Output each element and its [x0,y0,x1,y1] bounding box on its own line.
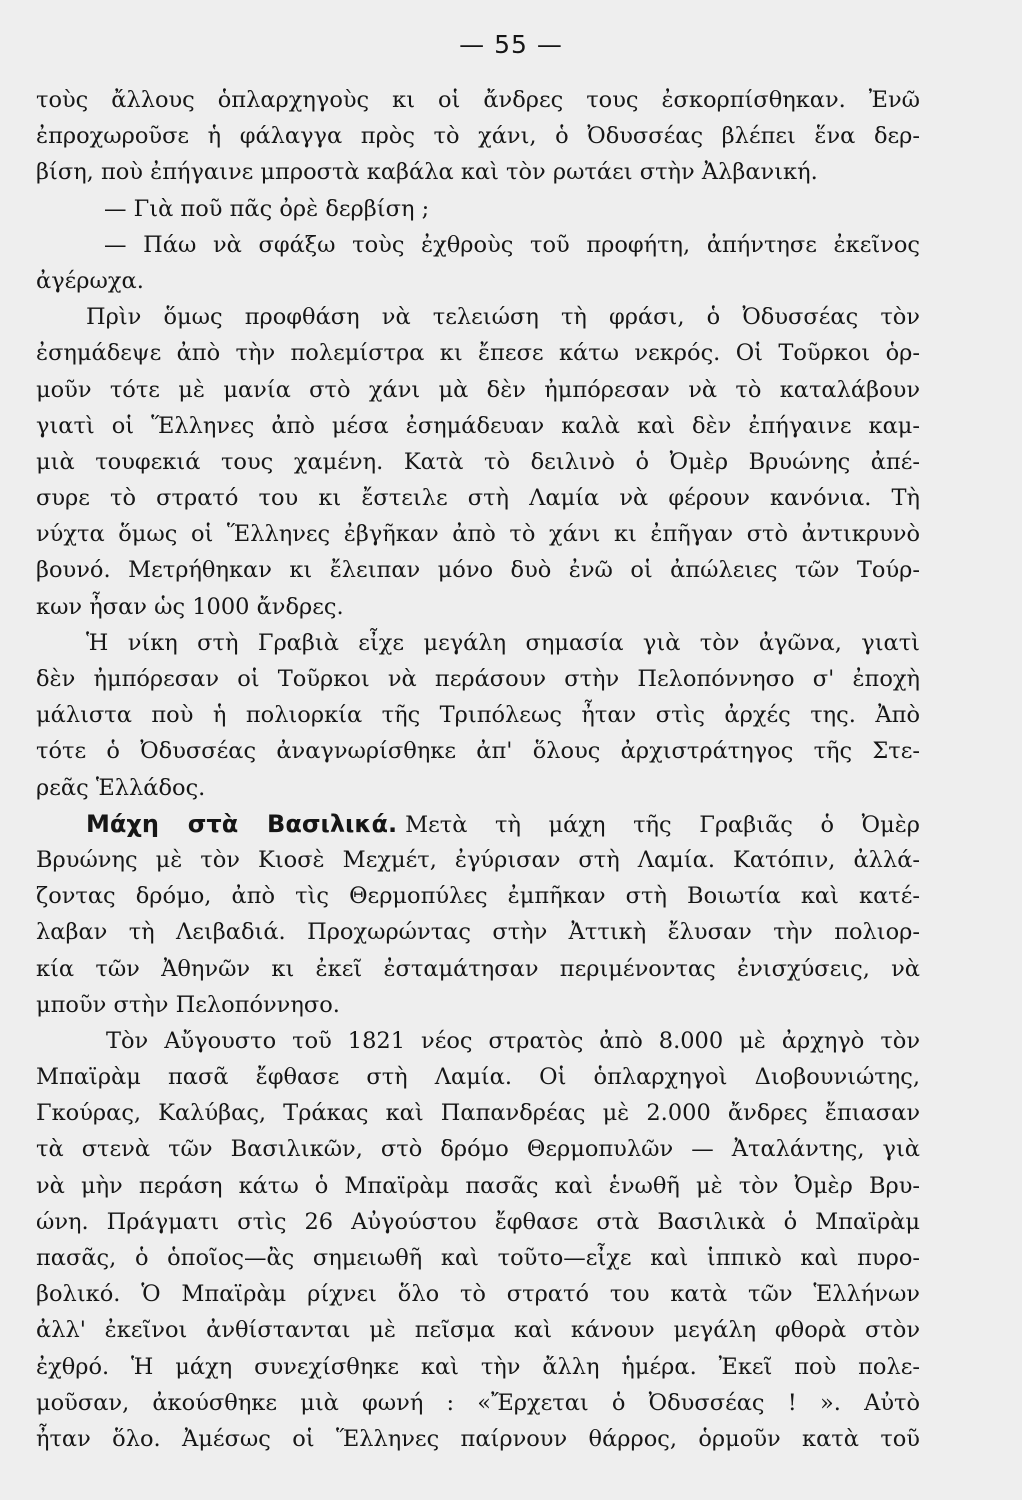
text-line: τὰ στενὰ τῶν Βασιλικῶν, στὸ δρόμο Θερμοπυλῶν — Ἀταλάντης, γιὰ [36,1136,920,1163]
dialogue-line: — Γιὰ ποῦ πᾶς ὀρὲ δερβίση ; [104,195,430,222]
text-line: βίση, ποὺ ἐπήγαινε μπροστὰ καβάλα καὶ τὸν ρωτάει στὴν Ἀλβανική. [36,159,818,186]
heading-line [36,806,920,842]
text-line: ἀγέρωχα. [36,267,144,294]
text-line: ἐχθρό. Ἡ μάχη συνεχίσθηκε καὶ τὴν ἄλλη ἡμέρα. Ἐκεῖ ποὺ πολε- [36,1353,920,1380]
text-line: δὲν ἠμπόρεσαν οἱ Τοῦρκοι νὰ περάσουν στὴν Πελοπόννησο σ' ἐποχὴ [36,666,920,692]
text-line: πασᾶς, ὁ ὁποῖος—ἂς σημειωθῆ καὶ τοῦτο—εἶχε καὶ ἱππικὸ καὶ πυρο- [36,1245,920,1271]
text-line: ἦταν ὅλο. Ἀμέσως οἱ Ἕλληνες παίρνουν θάρρος, ὁρμοῦν κατὰ τοῦ [36,1425,920,1452]
text-line: ζοντας δρόμο, ἀπὸ τὶς Θερμοπύλες ἐμπῆκαν στὴ Βοιωτία καὶ κατέ- [36,883,920,910]
text-line: μοῦν τότε μὲ μανία στὸ χάνι μὰ δὲν ἠμπόρεσαν νὰ τὸ καταλάβουν [36,376,920,403]
text-line: νὰ μὴν περάση κάτω ὁ Μπαϊρὰμ πασᾶς καὶ ἑνωθῆ μὲ τὸν Ὀμὲρ Βρυ- [36,1172,920,1199]
text-line: μποῦν στὴν Πελοπόννησο. [36,991,340,1018]
text-line: μάλιστα ποὺ ἡ πολιορκία τῆς Τριπόλεως ἦταν στὶς ἀρχές της. Ἀπὸ [36,702,920,729]
text-line: τότε ὁ Ὀδυσσέας ἀναγνωρίσθηκε ἀπ' ὅλους ἀρχιστράτηγος τῆς Στε- [36,738,920,765]
text-line: ώνη. Πράγματι στὶς 26 Αὐγούστου ἔφθασε στὰ Βασιλικὰ ὁ Μπαϊρὰμ [36,1208,920,1235]
text-line: ἀλλ' ἐκεῖνοι ἀνθίστανται μὲ πεῖσμα καὶ κάνουν μεγάλη φθορὰ στὸν [36,1317,920,1344]
text-line: νύχτα ὅμως οἱ Ἕλληνες ἐβγῆκαν ἀπὸ τὸ χάνι κι ἐπῆγαν στὸ ἀντικρυνὸ [36,521,920,548]
text-line: βολικό. Ὁ Μπαϊρὰμ ρίχνει ὅλο τὸ στρατό του κατὰ τῶν Ἑλλήνων [36,1281,920,1308]
paragraph-start-line: Ἡ νίκη στὴ Γραβιὰ εἶχε μεγάλη σημασία γιὰ τὸν ἀγῶνα, γιατὶ [86,629,920,656]
text-line: γιατὶ οἱ Ἕλληνες ἀπὸ μέσα ἐσημάδευαν καλὰ καὶ δὲν ἐπήγαινε καμ- [36,412,920,439]
text-line: Μπαϊρὰμ πασᾶ ἔφθασε στὴ Λαμία. Οἱ ὁπλαρχηγοὶ Διοβουνιώτης, [36,1064,920,1091]
heading-line-text: Μετὰ τὴ μάχη τῆς Γραβιᾶς ὁ Ὀμὲρ [405,811,920,838]
text-line: λαβαν τὴ Λειβαδιά. Προχωρώντας στὴν Ἀττικὴ ἔλυσαν τὴν πολιορ- [36,919,920,946]
text-line: βουνό. Μετρήθηκαν κι ἔλειπαν μόνο δυὸ ἐνῶ οἱ ἀπώλειες τῶν Τούρ- [36,557,920,584]
text-line: κων ἦσαν ὡς 1000 ἄνδρες. [36,593,344,620]
text-line: μοῦσαν, ἀκούσθηκε μιὰ φωνή : «Ἔρχεται ὁ Ὀδυσσέας ! ». Αὐτὸ [36,1389,920,1416]
text-line: ἐσημάδεψε ἀπὸ τὴν πολεμίστρα κι ἔπεσε κάτω νεκρός. Οἱ Τοῦρκοι ὁρ- [36,340,920,367]
text-line: μιὰ τουφεκιά τους χαμένη. Κατὰ τὸ δειλινὸ ὁ Ὀμὲρ Βρυώνης ἀπέ- [36,448,920,475]
section-heading: Μάχη στὰ Βασιλικά. [86,809,398,838]
text-line: κία τῶν Ἀθηνῶν κι ἐκεῖ ἐσταμάτησαν περιμένοντας ἐνισχύσεις, νὰ [36,955,920,982]
text-line: τοὺς ἄλλους ὁπλαρχηγοὺς κι οἱ ἄνδρες τους ἐσκορπίσθηκαν. Ἐνῶ [36,87,920,113]
page-number: — 55 — [459,30,563,59]
text-line: συρε τὸ στρατό του κι ἔστειλε στὴ Λαμία νὰ φέρουν κανόνια. Τὴ [36,485,920,512]
text-line: Γκούρας, Καλύβας, Τράκας καὶ Παπανδρέας μὲ 2.000 ἄνδρες ἔπιασαν [36,1100,920,1127]
text-line: ἐπροχωροῦσε ἡ φάλαγγα πρὸς τὸ χάνι, ὁ Ὀδυσσέας βλέπει ἕνα δερ- [36,123,920,150]
text-line: Βρυώνης μὲ τὸν Κιοσὲ Μεχμέτ, ἐγύρισαν στὴ Λαμία. Κατόπιν, ἀλλά- [36,846,920,873]
body-text [36,82,920,1457]
text-line: ρεᾶς Ἑλλάδος. [36,774,206,801]
dialogue-line: — Πάω νὰ σφάξω τοὺς ἐχθροὺς τοῦ προφήτη, ἀπήντησε ἐκεῖνος [104,231,920,258]
paragraph-start-line: Τὸν Αὔγουστο τοῦ 1821 νέος στρατὸς ἀπὸ 8.000 μὲ ἀρχηγὸ τὸν [106,1027,920,1054]
paragraph-start-line: Πρὶν ὅμως προφθάση νὰ τελειώση τὴ φράσι, ὁ Ὀδυσσέας τὸν [86,304,920,331]
